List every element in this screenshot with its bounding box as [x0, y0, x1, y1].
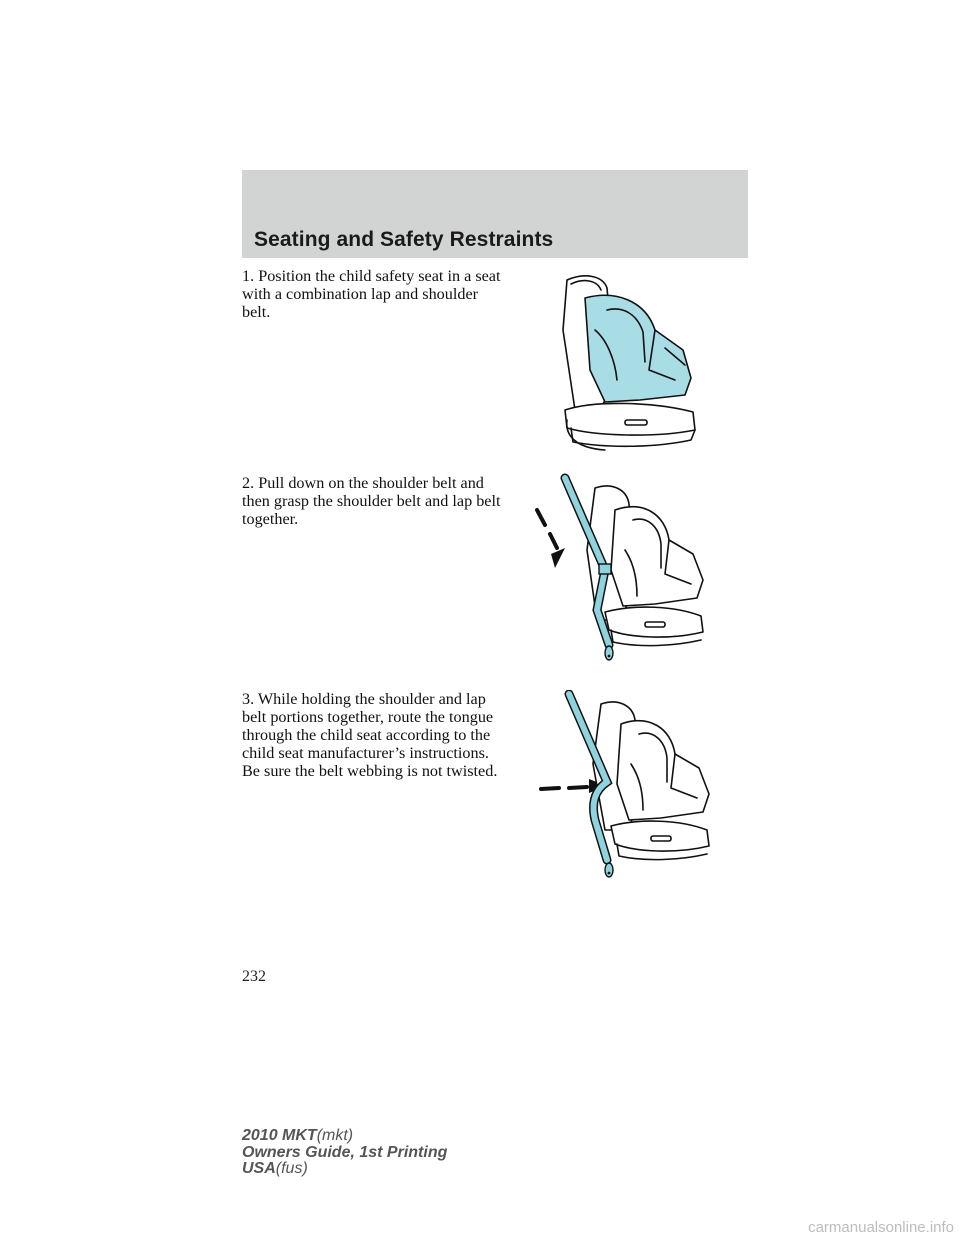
figure-child-seat-positioned — [545, 270, 705, 455]
footer-guide-printing: Owners Guide, 1st Printing — [242, 1143, 448, 1161]
figure-pull-shoulder-belt — [525, 470, 715, 665]
section-header-band — [242, 170, 748, 258]
child-seat-illustration-2 — [525, 470, 715, 665]
footer-model: 2010 MKT — [242, 1127, 317, 1144]
step-3-text: 3. While holding the shoulder and lap belt portions together, route the tongue through the child seat according to the child seat manufacturer’s instructions. Be sure the belt webbing is not twisted. — [242, 690, 498, 780]
page-number: 232 — [242, 968, 266, 985]
section-title: Seating and Safety Restraints — [254, 228, 554, 251]
child-seat-illustration-1 — [545, 270, 705, 455]
watermark: carmanualsonline.info — [808, 1219, 954, 1236]
footer-market-code: (fus) — [275, 1160, 308, 1177]
footer-print-info — [242, 1128, 447, 1178]
step-2-text: 2. Pull down on the shoulder belt and then grasp the shoulder belt and lap belt together. — [242, 474, 501, 528]
down-arrow-icon — [551, 548, 565, 568]
figure-route-tongue — [535, 690, 720, 885]
step-1-text: 1. Position the child safety seat in a seat with a combination lap and shoulder belt. — [242, 267, 501, 321]
footer-market: USA — [242, 1160, 276, 1177]
footer-model-code: (mkt) — [316, 1127, 354, 1144]
child-seat-illustration-3 — [535, 690, 720, 885]
